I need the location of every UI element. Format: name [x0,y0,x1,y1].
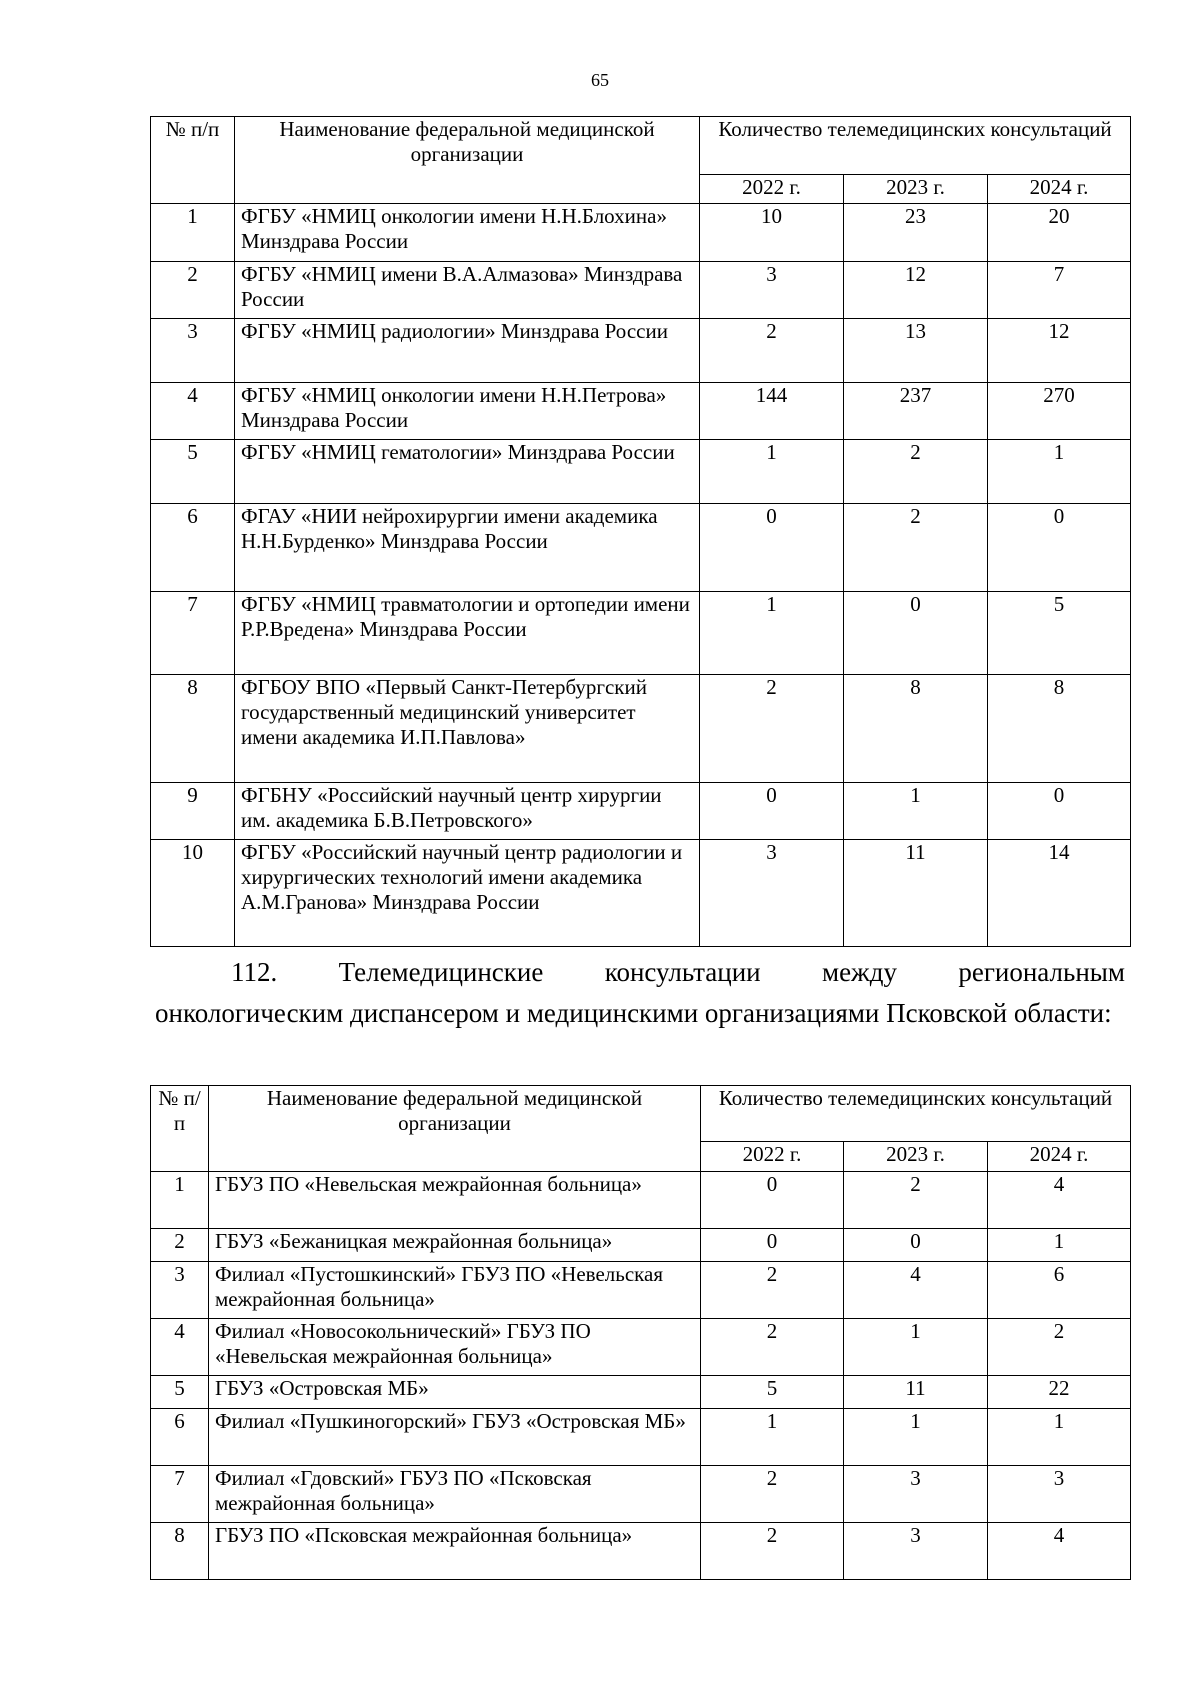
header-year-2022: 2022 г. [701,1142,844,1172]
table-row [151,319,1131,383]
value-2022-cell: 1 [701,1409,844,1466]
row-number-cell: 2 [151,1229,209,1262]
org-name-cell: ФГБОУ ВПО «Первый Санкт-Петербургский государственный медицинский университет имени академика И.П.Павлова» [235,675,700,783]
row-number-cell: 5 [151,440,235,504]
row-number-cell: 5 [151,1376,209,1409]
value-2023-cell: 2 [844,440,988,504]
table-row [151,383,1131,440]
value-2023-cell: 2 [844,1172,988,1229]
value-2024-cell: 2 [988,1319,1131,1376]
table-row [151,840,1131,947]
row-number-cell: 4 [151,1319,209,1376]
row-number-cell: 3 [151,319,235,383]
pskov-consultations-table [150,1085,1131,1580]
value-2024-cell: 1 [988,440,1131,504]
org-name-cell: ФГАУ «НИИ нейрохирургии имени академика Н.Н.Бурденко» Минздрава России [235,504,700,592]
value-2023-cell: 13 [844,319,988,383]
header-org-name: Наименование федеральной медицинской организации [209,1086,701,1172]
row-number-cell: 8 [151,1523,209,1580]
table-row [151,262,1131,319]
table-row [151,1319,1131,1376]
value-2023-cell: 3 [844,1466,988,1523]
value-2023-cell: 4 [844,1262,988,1319]
row-number-cell: 7 [151,1466,209,1523]
value-2024-cell: 1 [988,1409,1131,1466]
value-2024-cell: 4 [988,1172,1131,1229]
org-name-cell: ФГБНУ «Российский научный центр хирургии им. академика Б.В.Петровского» [235,783,700,840]
value-2023-cell: 11 [844,840,988,947]
org-name-cell: Филиал «Гдовский» ГБУЗ ПО «Псковская межрайонная больница» [209,1466,701,1523]
value-2024-cell: 6 [988,1262,1131,1319]
value-2022-cell: 2 [700,319,844,383]
header-year-2024: 2024 г. [988,1142,1131,1172]
table-row [151,675,1131,783]
row-number-cell: 1 [151,1172,209,1229]
org-name-cell: ФГБУ «Российский научный центр радиологии и хирургических технологий имени академика А.М.Гранова» Минздрава России [235,840,700,947]
value-2022-cell: 2 [701,1262,844,1319]
value-2023-cell: 2 [844,504,988,592]
table-row [151,204,1131,262]
table-row [151,1376,1131,1409]
table-row [151,1172,1131,1229]
header-year-2023: 2023 г. [844,175,988,204]
org-name-cell: ГБУЗ «Островская МБ» [209,1376,701,1409]
section-paragraph [155,952,1125,1034]
paragraph-continuation: онкологическим диспансером и медицинскими организациями Псковской области: [155,998,1112,1028]
value-2022-cell: 2 [700,675,844,783]
org-name-cell: ФГБУ «НМИЦ онкологии имени Н.Н.Блохина» Минздрава России [235,204,700,262]
value-2024-cell: 270 [988,383,1131,440]
org-name-cell: Филиал «Пушкиногорский» ГБУЗ «Островская МБ» [209,1409,701,1466]
value-2024-cell: 20 [988,204,1131,262]
table-row [151,504,1131,592]
value-2024-cell: 0 [988,504,1131,592]
paragraph-first-line: 112. Телемедицинские консультации между региональным [231,957,1125,987]
value-2023-cell: 8 [844,675,988,783]
value-2023-cell: 1 [844,1409,988,1466]
value-2024-cell: 5 [988,592,1131,675]
federal-consultations-table [150,116,1131,947]
org-name-cell: Филиал «Пустошкинский» ГБУЗ ПО «Невельская межрайонная больница» [209,1262,701,1319]
value-2022-cell: 0 [701,1229,844,1262]
value-2022-cell: 144 [700,383,844,440]
org-name-cell: ФГБУ «НМИЦ травматологии и ортопедии имени Р.Р.Вредена» Минздрава России [235,592,700,675]
org-name-cell: ФГБУ «НМИЦ радиологии» Минздрава России [235,319,700,383]
row-number-cell: 1 [151,204,235,262]
row-number-cell: 10 [151,840,235,947]
value-2023-cell: 11 [844,1376,988,1409]
value-2024-cell: 1 [988,1229,1131,1262]
value-2023-cell: 1 [844,1319,988,1376]
value-2023-cell: 12 [844,262,988,319]
table-row [151,783,1131,840]
org-name-cell: ФГБУ «НМИЦ гематологии» Минздрава России [235,440,700,504]
table-row [151,1229,1131,1262]
value-2022-cell: 3 [700,262,844,319]
row-number-cell: 9 [151,783,235,840]
value-2023-cell: 23 [844,204,988,262]
header-year-2022: 2022 г. [700,175,844,204]
table-row [151,1466,1131,1523]
value-2024-cell: 4 [988,1523,1131,1580]
value-2024-cell: 3 [988,1466,1131,1523]
value-2024-cell: 0 [988,783,1131,840]
org-name-cell: ГБУЗ «Бежаницкая межрайонная больница» [209,1229,701,1262]
value-2024-cell: 7 [988,262,1131,319]
value-2022-cell: 2 [701,1523,844,1580]
header-consultation-count: Количество телемедицинских консультаций [701,1086,1131,1142]
table-row [151,440,1131,504]
row-number-cell: 3 [151,1262,209,1319]
org-name-cell: ФГБУ «НМИЦ имени В.А.Алмазова» Минздрава России [235,262,700,319]
org-name-cell: ГБУЗ ПО «Псковская межрайонная больница» [209,1523,701,1580]
table-row [151,592,1131,675]
table-row [151,1523,1131,1580]
row-number-cell: 8 [151,675,235,783]
row-number-cell: 6 [151,504,235,592]
value-2023-cell: 3 [844,1523,988,1580]
row-number-cell: 7 [151,592,235,675]
value-2022-cell: 0 [701,1172,844,1229]
table-row [151,1409,1131,1466]
value-2024-cell: 8 [988,675,1131,783]
header-year-2023: 2023 г. [844,1142,988,1172]
value-2022-cell: 2 [701,1319,844,1376]
row-number-cell: 6 [151,1409,209,1466]
value-2022-cell: 5 [701,1376,844,1409]
org-name-cell: ГБУЗ ПО «Невельская межрайонная больница» [209,1172,701,1229]
org-name-cell: Филиал «Новосокольнический» ГБУЗ ПО «Невельская межрайонная больница» [209,1319,701,1376]
value-2022-cell: 1 [700,592,844,675]
value-2024-cell: 22 [988,1376,1131,1409]
value-2022-cell: 2 [701,1466,844,1523]
value-2023-cell: 0 [844,592,988,675]
header-num: № п/п [151,1086,209,1172]
value-2022-cell: 1 [700,440,844,504]
header-num: № п/п [151,117,235,204]
page-number: 65 [591,70,609,90]
row-number-cell: 4 [151,383,235,440]
value-2023-cell: 237 [844,383,988,440]
table-row [151,1262,1131,1319]
value-2024-cell: 14 [988,840,1131,947]
header-year-2024: 2024 г. [988,175,1131,204]
org-name-cell: ФГБУ «НМИЦ онкологии имени Н.Н.Петрова» Минздрава России [235,383,700,440]
value-2024-cell: 12 [988,319,1131,383]
value-2022-cell: 0 [700,783,844,840]
row-number-cell: 2 [151,262,235,319]
value-2022-cell: 0 [700,504,844,592]
value-2023-cell: 0 [844,1229,988,1262]
header-org-name: Наименование федеральной медицинской организации [235,117,700,204]
header-consultation-count: Количество телемедицинских консультаций [700,117,1131,175]
value-2023-cell: 1 [844,783,988,840]
value-2022-cell: 10 [700,204,844,262]
value-2022-cell: 3 [700,840,844,947]
